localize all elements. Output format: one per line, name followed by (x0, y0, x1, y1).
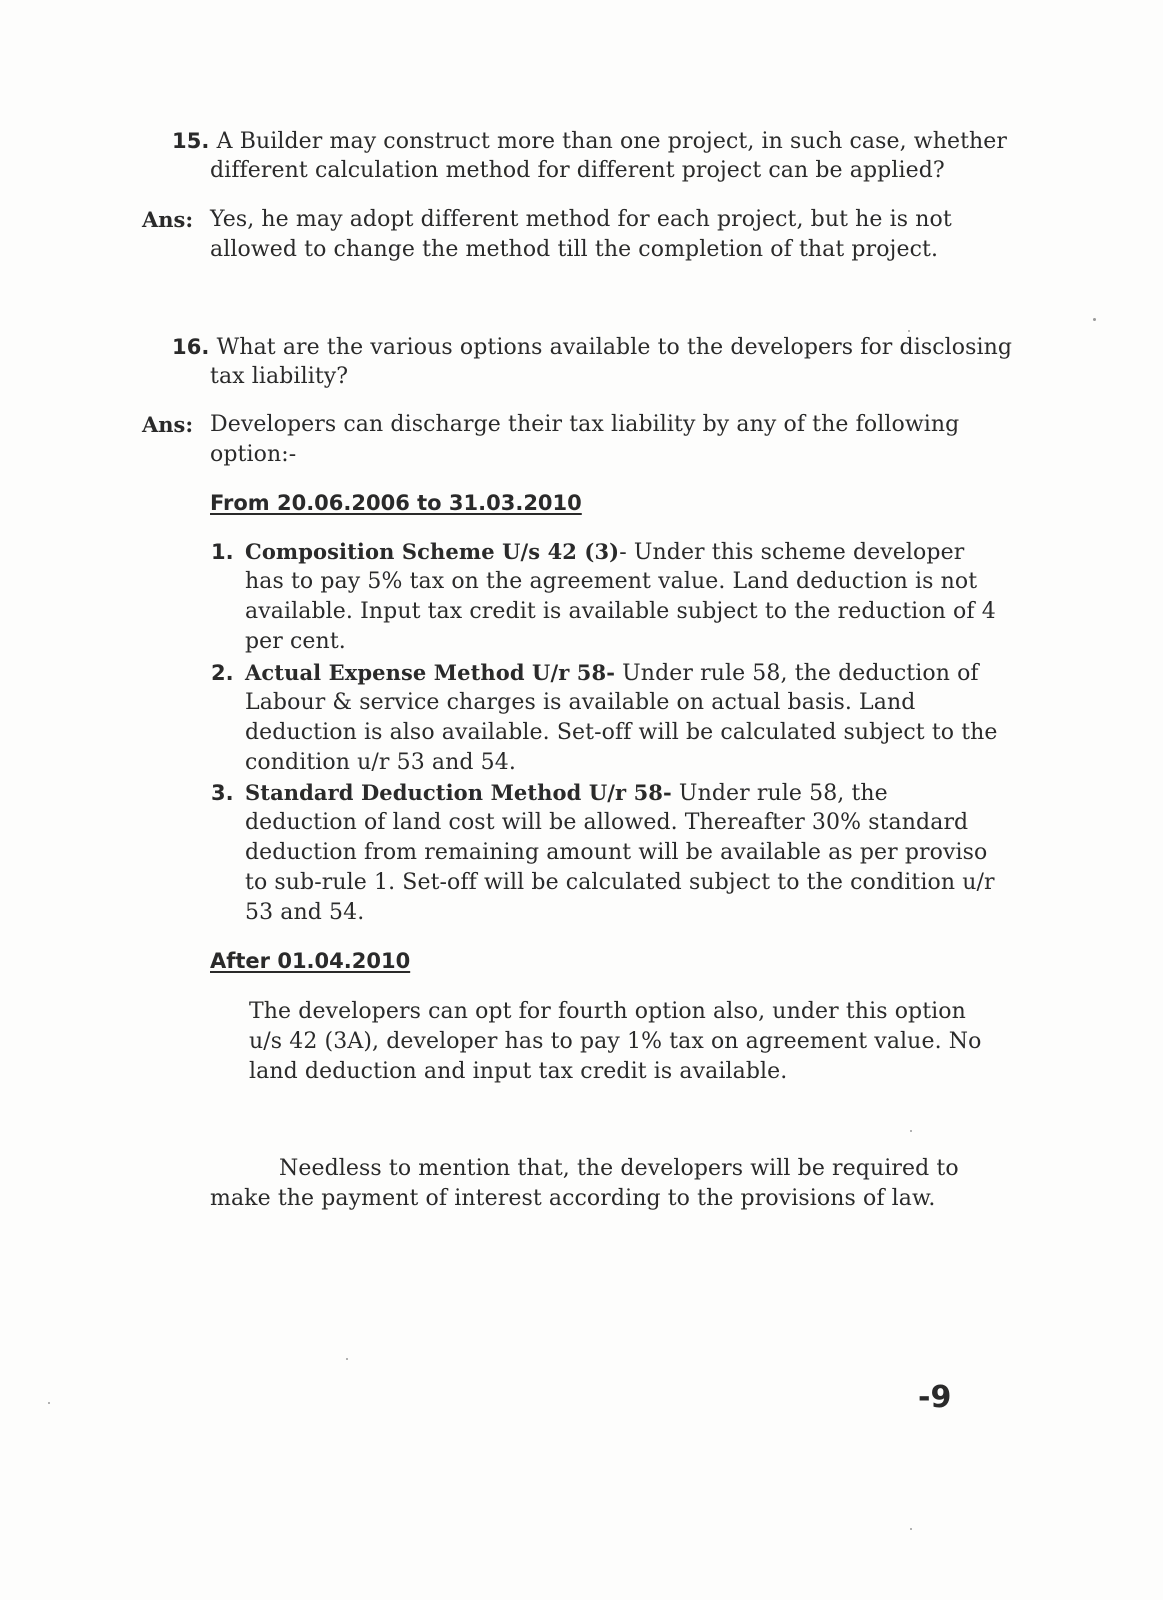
answer-16-line-1: Developers can discharge their tax liability by any of the following (210, 412, 960, 437)
list-item-1-line-3: available. Input tax credit is available subject to the reduction of 4 (245, 599, 996, 624)
scan-speck (1093, 318, 1096, 321)
list-item-3-number: 3. (211, 781, 234, 805)
list-item-3-line-5: 53 and 54. (245, 900, 365, 925)
answer-15-label: Ans: (142, 207, 194, 232)
scan-speck (910, 1528, 912, 1530)
list-item-1-title: Composition Scheme U/s 42 (3) (245, 539, 620, 564)
scan-speck (910, 1130, 912, 1132)
list-item-3-line-4: to sub-rule 1. Set-off will be calculated subject to the condition u/r (245, 870, 995, 895)
scan-speck (346, 1358, 348, 1360)
list-item-1-text-1: - Under this scheme developer (619, 540, 965, 565)
question-15-line-2: different calculation method for different project can be applied? (210, 158, 945, 183)
section-heading-after-2010: After 01.04.2010 (210, 949, 411, 973)
list-item-2-line-3: deduction is also available. Set-off will be calculated subject to the (245, 720, 998, 745)
closing-line-2: make the payment of interest according to the provisions of law. (210, 1186, 936, 1211)
list-item-2-line-1 (245, 658, 979, 689)
list-item-1-line-2: has to pay 5% tax on the agreement value. Land deduction is not (245, 569, 978, 594)
list-item-2-title: Actual Expense Method U/r 58- (245, 660, 616, 685)
page-number: -9 (918, 1380, 952, 1415)
list-item-2-text-1: Under rule 58, the deduction of (615, 661, 979, 686)
section-2-line-2: u/s 42 (3A), developer has to pay 1% tax on agreement value. No (249, 1029, 982, 1054)
question-16-line-1 (172, 332, 1012, 363)
list-item-3-line-3: deduction from remaining amount will be available as per proviso (245, 840, 988, 865)
question-16-line-2: tax liability? (210, 364, 349, 389)
question-15-text-1: A Builder may construct more than one project, in such case, whether (216, 129, 1008, 154)
question-15-line-1 (172, 126, 1007, 157)
list-item-2-number: 2. (211, 661, 234, 685)
section-2-line-3: land deduction and input tax credit is available. (249, 1059, 788, 1084)
list-item-3-line-2: deduction of land cost will be allowed. Thereafter 30% standard (245, 810, 969, 835)
list-item-2-line-4: condition u/r 53 and 54. (245, 750, 516, 775)
answer-16-label: Ans: (142, 412, 194, 437)
list-item-3-title: Standard Deduction Method U/r 58- (245, 780, 672, 805)
list-item-3-text-1: Under rule 58, the (671, 781, 888, 806)
answer-15-line-1: Yes, he may adopt different method for each project, but he is not (210, 207, 952, 232)
answer-16-line-2: option:- (210, 442, 297, 467)
list-item-1-line-4: per cent. (245, 629, 346, 654)
scan-speck (908, 330, 910, 332)
list-item-3-line-1 (245, 778, 888, 809)
list-item-2-line-2: Labour & service charges is available on actual basis. Land (245, 690, 916, 715)
section-heading-2006-2010: From 20.06.2006 to 31.03.2010 (210, 491, 582, 515)
question-16-text-1: What are the various options available to the developers for disclosing (216, 335, 1013, 360)
closing-line-1: Needless to mention that, the developers will be required to (279, 1156, 959, 1181)
section-2-line-1: The developers can opt for fourth option also, under this option (249, 999, 966, 1024)
question-16-number: 16. (172, 335, 210, 359)
list-item-1-line-1 (245, 537, 964, 568)
question-15-number: 15. (172, 129, 210, 153)
list-item-1-number: 1. (211, 540, 234, 564)
scan-speck (48, 1402, 50, 1404)
answer-15-line-2: allowed to change the method till the completion of that project. (210, 237, 939, 262)
